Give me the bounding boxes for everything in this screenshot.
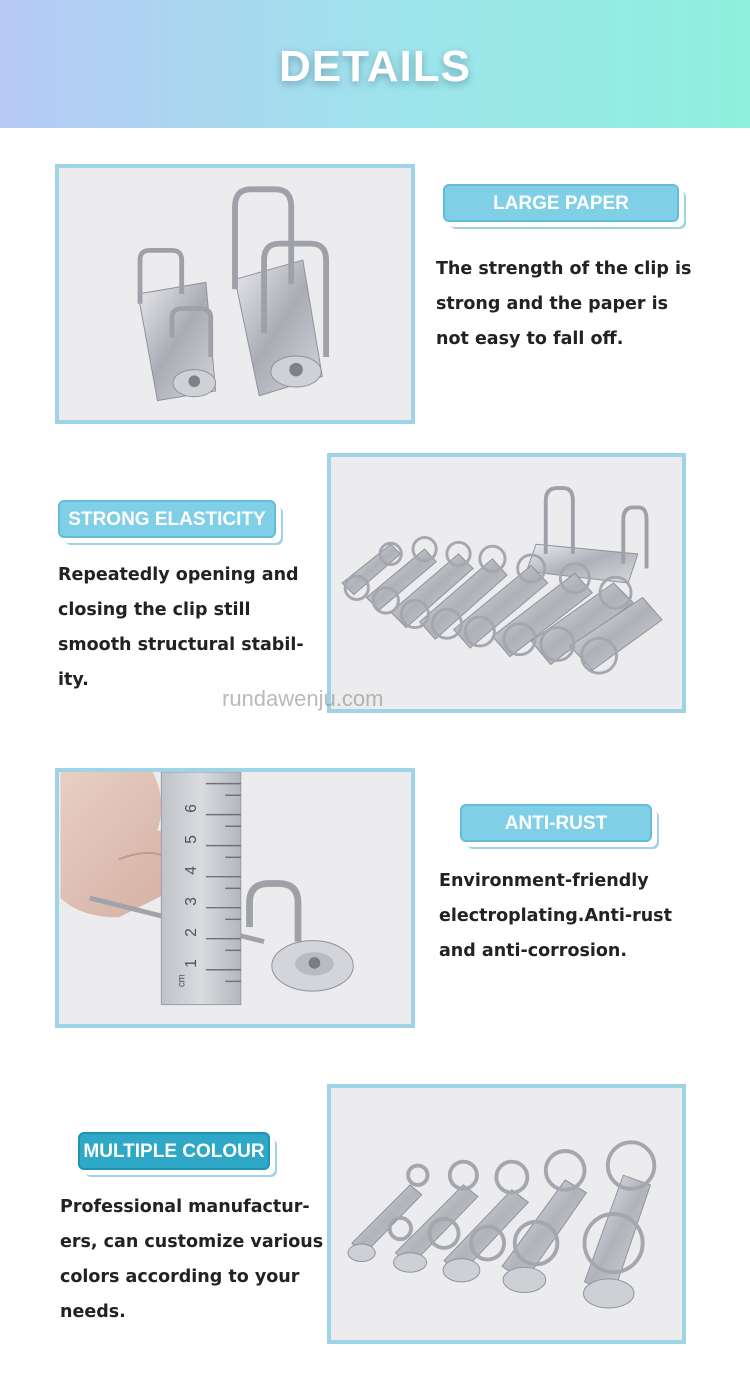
many-clips-illustration: [331, 457, 682, 709]
description-strong-elasticity: [58, 558, 304, 698]
badge-large-paper-capacity: LARGE PAPER CAPACITY: [443, 184, 679, 222]
description-line: electroplating.Anti-rust: [439, 906, 672, 926]
ruler-label: 3: [183, 897, 201, 906]
description-line: ity.: [58, 670, 89, 690]
badge-multiple-colour: MULTIPLE COLOUR: [78, 1132, 270, 1170]
description-line: strong and the paper is: [436, 294, 669, 314]
photo-anti-rust-ruler: [55, 768, 415, 1028]
page-title: DETAILS: [279, 42, 471, 91]
photo-large-capacity-clips: [55, 164, 415, 424]
photo-strong-elasticity-clips: [327, 453, 686, 713]
photo-multiple-sizes-clips: [327, 1084, 686, 1344]
ruler-label: 5: [183, 835, 201, 844]
ruler-label: 1: [183, 959, 201, 968]
description-line: smooth structural stabil-: [58, 635, 304, 655]
description-line: The strength of the clip is: [436, 259, 692, 279]
watermark: rundawenju.com: [222, 686, 384, 711]
ruler-label: 6: [183, 804, 201, 813]
description-line: closing the clip still: [58, 600, 251, 620]
description-large-paper-capacity: [436, 252, 691, 357]
description-line: not easy to fall off.: [436, 329, 624, 349]
two-ring-clips-illustration: [59, 168, 411, 420]
description-line: Environment-friendly: [439, 871, 649, 891]
description-multiple-colour: [60, 1190, 323, 1330]
details-header-banner: [0, 0, 750, 128]
description-line: colors according to your: [60, 1267, 300, 1287]
ruler-unit: cm: [176, 974, 188, 988]
description-line: ers, can customize various: [60, 1232, 324, 1252]
ruler-and-clip-illustration: [59, 772, 411, 1024]
badge-strong-elasticity: STRONG ELASTICITY: [58, 500, 276, 538]
clip-size-range-illustration: [331, 1088, 682, 1340]
ruler-label: 4: [183, 866, 201, 875]
badge-anti-rust: ANTI-RUST: [460, 804, 652, 842]
description-line: Professional manufactur-: [60, 1197, 310, 1217]
description-line: and anti-corrosion.: [439, 941, 628, 961]
ruler-label: 2: [183, 928, 201, 937]
description-anti-rust: [439, 864, 672, 969]
description-line: needs.: [60, 1302, 126, 1322]
description-line: Repeatedly opening and: [58, 565, 299, 585]
